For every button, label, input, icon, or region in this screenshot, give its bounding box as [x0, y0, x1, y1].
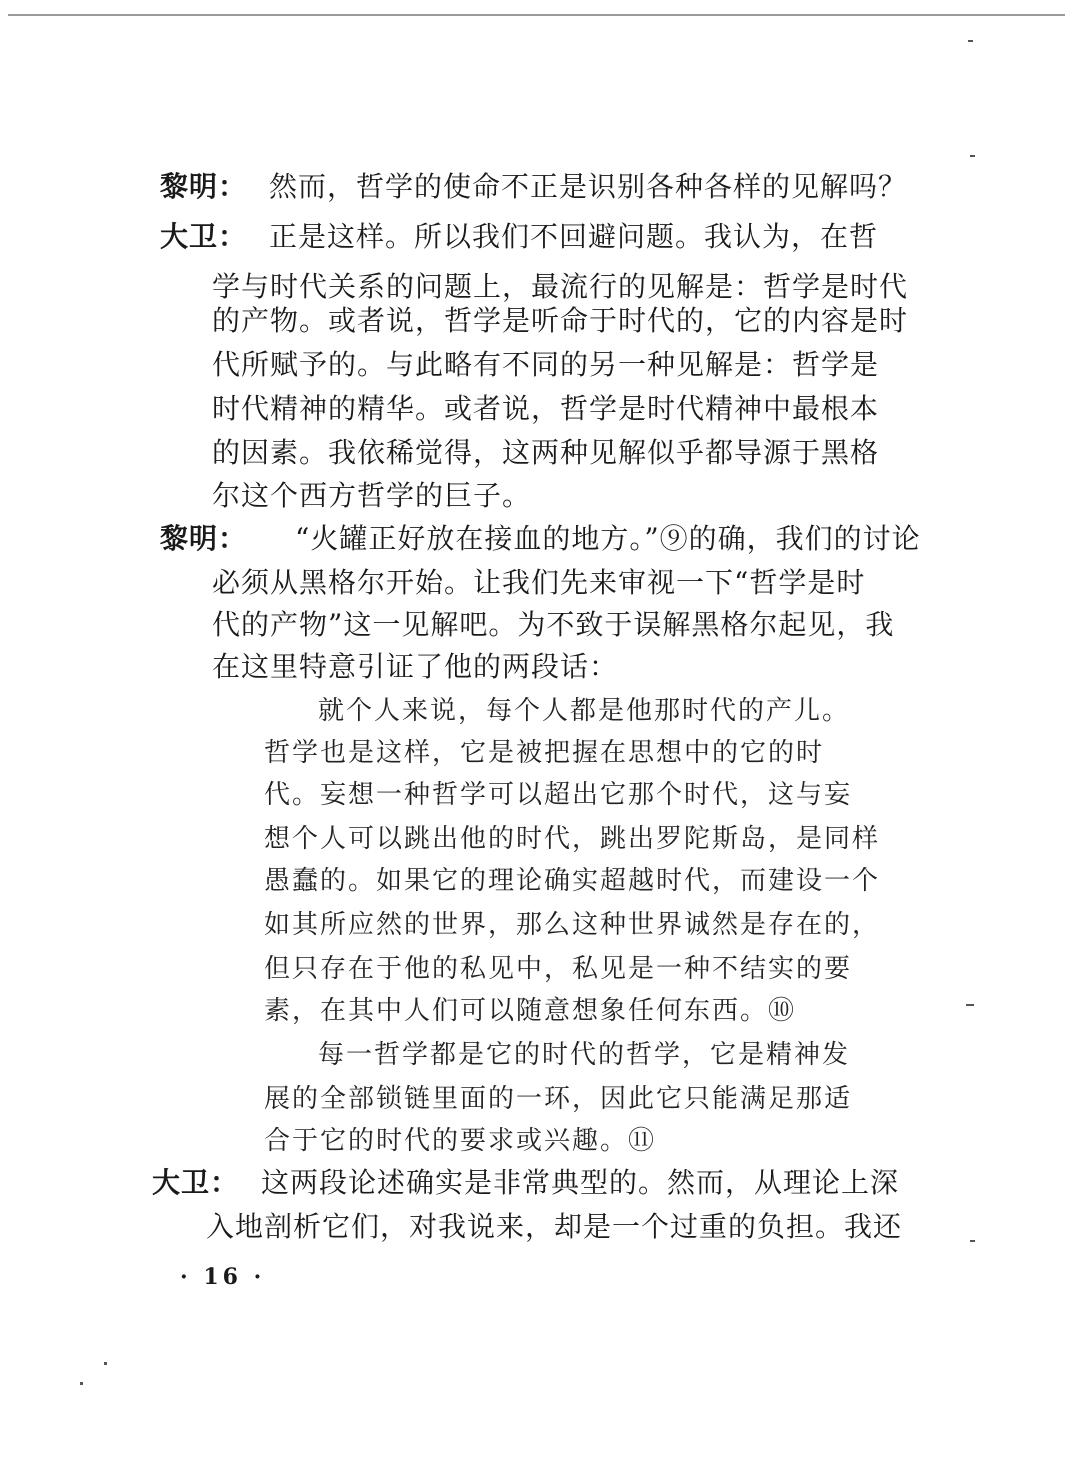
text-line: 大卫： 这两段论述确实是非常典型的。然而，从理论上深 [152, 1166, 900, 1199]
scan-speck [104, 1362, 107, 1365]
quote-line: 就个人来说，每个人都是他那时代的产儿。 [318, 696, 851, 726]
text-line: 入地剖析它们，对我说来，却是一个过重的负担。我还 [206, 1210, 903, 1243]
quote-line: 每一哲学都是它的时代的哲学，它是精神发 [318, 1040, 851, 1070]
text-line: 代所赋予的。与此略有不同的另一种见解是：哲学是 [212, 348, 880, 381]
text-line: 的因素。我依稀觉得，这两种见解似乎都导源于黑格 [212, 436, 880, 469]
quote-line: 想个人可以跳出他的时代，跳出罗陀斯岛，是同样 [264, 824, 881, 854]
scan-speck [966, 1004, 974, 1006]
scan-speck [970, 1240, 975, 1242]
text-line: 代的产物”这一见解吧。为不致于误解黑格尔起见，我 [212, 608, 895, 641]
text-line: 尔这个西方哲学的巨子。 [212, 479, 532, 512]
quote-line: 素，在其中人们可以随意想象任何东西。⑩ [264, 996, 797, 1026]
text-line: 必须从黑格尔开始。让我们先来审视一下“哲学是时 [212, 566, 866, 599]
text-line: 大卫： 正是这样。所以我们不回避问题。我认为，在哲 [160, 220, 879, 253]
page-number: · 16 · [180, 1264, 266, 1290]
scan-speck [970, 155, 975, 157]
quote-line: 代。妄想一种哲学可以超出它那个时代，这与妄 [264, 780, 853, 810]
speaker-label: 大卫： [160, 220, 248, 253]
text-line: 学与时代关系的问题上，最流行的见解是：哲学是时代 [212, 270, 909, 303]
quote-line: 哲学也是这样，它是被把握在思想中的它的时 [264, 738, 825, 768]
scan-speck [80, 1382, 83, 1385]
quote-line: 展的全部锁链里面的一环，因此它只能满足那适 [264, 1084, 853, 1114]
text-line: 在这里特意引证了他的两段话： [212, 650, 619, 683]
top-rule [8, 14, 1065, 16]
scan-speck [968, 40, 973, 42]
quote-line: 合于它的时代的要求或兴趣。⑪ [264, 1126, 657, 1156]
text-line: 黎明： 然而，哲学的使命不正是识别各种各样的见解吗？ [160, 170, 908, 203]
speaker-label: 黎明： [160, 170, 248, 203]
text-line: 的产物。或者说，哲学是听命于时代的，它的内容是时 [212, 304, 909, 337]
speaker-label: 黎明： [160, 522, 248, 555]
text-line: 时代精神的精华。或者说，哲学是时代精神中最根本 [212, 392, 880, 425]
speaker-label: 大卫： [152, 1166, 240, 1199]
quote-line: 但只存在于他的私见中，私见是一种不结实的要 [264, 954, 853, 984]
text-line: 黎明： “火罐正好放在接血的地方。”⑨的确，我们的讨论 [160, 522, 921, 555]
quote-line: 如其所应然的世界，那么这种世界诚然是存在的， [264, 910, 881, 940]
quote-line: 愚蠢的。如果它的理论确实超越时代，而建设一个 [264, 866, 881, 896]
